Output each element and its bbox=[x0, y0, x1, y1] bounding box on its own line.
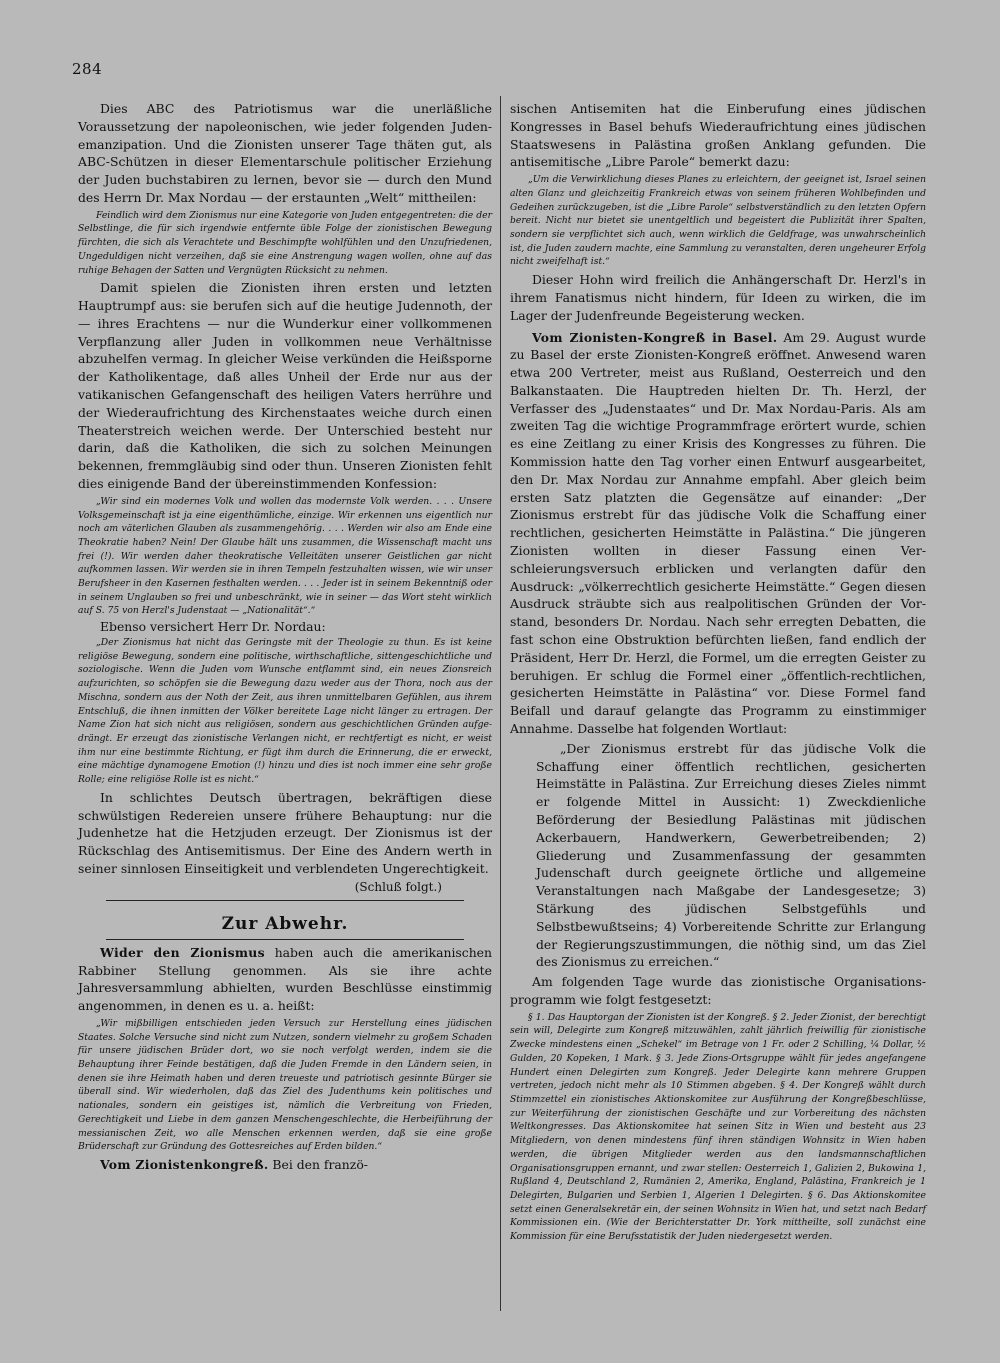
paragraph-amerikanische-rabbiner-text: haben auch die amerikanischen Rabbiner Stellung genommen. Als sie ihre achte Jahresversammlung abhielten, wurden Beschlüsse einstimmig angenommen, in denen es u. a. heißt: bbox=[78, 944, 492, 1014]
paragraph-vom-zionistenkongress bbox=[78, 1156, 492, 1174]
left-column bbox=[78, 100, 492, 1174]
quote-rabbiner-beschluss: „Wir mißbilligen entschieden jeden Versuch zur Herstellung eines jüdischen Staates. Solche Versuche sind nicht zum Nutzen, sondern vielmehr zu großem Schaden für unsere jüdischen Brüder dort, wo sie noch verfolgt werden, indem sie die Behauptung ihrer Feinde bestätigen, daß die Juden Fremde in den Ländern seien, in denen sie ihre Heimath haben und deren treueste und patriotisch gesinnte Bürger sie überall sind. Wir wiederholen, daß das Ziel des Judenthums kein politisches und nationales, sondern ein geistiges ist, nämlich die Verbreitung von Frieden, Gerechtigkeit und Liebe in dem ganzen Menschengeschlechte, die Herbeiführung der messianischen Zeit, wo alle Menschen erkennen werden, daß sie eine große Brüderschaft zur Gründung des Gottesreiches auf Erden bilden.“ bbox=[78, 1017, 492, 1153]
paragraph-dieser-hohn: Dieser Hohn wird freilich die Anhängerschaft Dr. Herzl's in ihrem Fanatismus nicht hindern, für Ideen zu wirken, die im Lager der Judenfreunde Begeisterung wecken. bbox=[510, 272, 926, 323]
paragraph-organisationsprogramm: Am folgenden Tage wurde das zionistische Organisationsprogramm wie folgt festgesetzt: bbox=[510, 974, 926, 1007]
paragraph-kongress-basel-text: Am 29. August wurde zu Basel der erste Zionisten-Kongreß eröffnet. Anwesend waren etwa 200 Vertreter, meist aus Rußland, Oesterreich und den Balkanstaaten. Die Hauptreden hielten Dr. Th. Herzl, der Verfasser des „Judenstaates“ und Dr. Max Nordau-Paris. Als am zweiten Tag die wichtige Programmfrage erörtert wurde, schien es eine Zeitlang zu einer Krisis des Kongresses zu führen. Die Kommission hatte den Tag vorher einen Entwurf ausgearbeitet, den Dr. Max Nordau zur Annahme empfahl. Aber gleich beim ersten Satz platzten die Gegensätze auf einander: „Der Zionismus erstrebt für das jüdische Volk die Schaffung einer rechtlichen, gesicherten Heimstätte in Palästina.“ Die jüngeren Zionisten wollten in dieser Fassung einen Verschleierungsversuch erblicken und verlangten dafür den Ausdruck: „völkerrechtlich gesicherte Heimstätte.“ Gegen diesen Ausdruck sträubte sich aus realpolitischen Gründen der Vorstand, besonders Dr. Nordau. Nach sehr erregten Debatten, die fast schon eine Obstruktion befürchten ließen, fand endlich der Präsident, Herr Dr. Herzl, die Formel, um die erregten Geister zu beruhigen. Er schlug die Formel einer „öffentlich-rechtlichen, gesicherten Heimstätte in Palästina“ vor. Diese Formel fand Beifall und darauf gelangte das Programm zu einstimmiger Annahme. Dasselbe hat folgenden Wortlaut: bbox=[510, 329, 926, 737]
quote-zionismus-theologie: „Der Zionismus hat nicht das Geringste mit der Theologie zu thun. Es ist keine religiöse Bewegung, sondern eine politische, wirthschaftliche, sittengeschichtliche und soziologische. Wenn die Juden vom Wunsche entflammt sind, ein neues Zionsreich aufzurichten, so schöpfen sie die Bewegung dazu weder aus der Thora, noch aus der Mischna, sondern aus der Noth der Zeit, aus ihren unmittelbaren Gefühlen, aus ihrem Entschluß, die ihnen inmitten der Völker bereitete Lage nicht länger zu ertragen. Der Name Zion hat sich nicht aus religiösen, sondern aus geschichtlichen Gründen aufgedrängt. Er erzeugt das zionistische Verlangen nicht, er rechtfertigt es nicht, er weist ihm nur eine bestimmte Richtung, er fügt ihm durch die Erinnerung, die er erweckt, eine mächtige dynamogene Emotion (!) hinzu und dies ist noch immer eine sehr große Rolle; eine religiöse Rolle ist es nicht.“ bbox=[78, 636, 492, 786]
section-divider-top bbox=[106, 900, 464, 901]
paragraph-amerikanische-rabbiner bbox=[78, 944, 492, 1015]
quote-modernes-volk: „Wir sind ein modernes Volk und wollen das modernste Volk werden. . . . Unsere Volksgemeinschaft ist ja eine eigenthümliche, einzige. Wir erkennen uns eigentlich nur noch am väterlichen Glauben als zusammengehörig. . . . Werden wir also am Ende eine Theokratie haben? Nein! Der Glaube hält uns zusammen, die Wissenschaft macht uns frei (!). Wir werden daher theokratische Velleitäten unserer Geistlichen gar nicht aufkommen lassen. Wir werden sie in ihren Tempeln festzuhalten wissen, wie wir unser Berufsheer in den Kasernen festhalten werden. . . . Jeder ist in seinem Bekenntniß oder in seinem Unglauben so frei und unbeschränkt, wie in seiner — das Wort steht wirklich auf S. 75 von Herzl's Judenstaat — „Nationalität“.“ bbox=[78, 495, 492, 617]
quote-nordau-feindlich: Feindlich wird dem Zionismus nur eine Kategorie von Juden entgegentreten: die der Selbstlinge, die für sich irgendwie entfernte üble Folge der zionistischen Bewegung fürchten, die sich als Verachtete und Beschimpfte wohlfühlen und den Unzufriedenen, Ungeduldigen nicht verzeihen, daß sie eine Anstrengung wagen wollen, ohne auf das ruhige Behagen der Satten und Vergnügten Rücksicht zu nehmen. bbox=[78, 209, 492, 276]
lead-kongress-basel: Vom Zionisten-Kongreß in Basel. bbox=[532, 329, 778, 345]
paragraph-schlichtes-deutsch: In schlichtes Deutsch übertragen, bekräftigen diese schwülstigen Redereien unsere frühere Behauptung: nur die Judenhetze hat die Hetzjuden erzeugt. Der Zionismus ist der Rückschlag des Antisemitismus. Der Eine des Andern werth in seiner sinnlosen Einseitigkeit und verblendeten Ungerechtigkeit. bbox=[78, 789, 492, 876]
paragraph-vom-zionistenkongress-text: Bei den franzö- bbox=[268, 1156, 368, 1172]
lead-wider-den-zionismus: Wider den Zionismus bbox=[100, 944, 265, 960]
paragraph-kongress-basel bbox=[510, 329, 926, 738]
paragraph-hauptrumpf: Damit spielen die Zionisten ihren ersten und letzten Hauptrumpf aus: sie berufen sich auf die heutige Judennoth, der — ihres Erachtens — nur die Wunderkur einer vollkommenen Verpflanzung aller Juden in vollkommen neue Verhältnisse abzuhelfen vermag. In gleicher Weise verkünden die Heißsporne der Katholikentage, daß alles Unheil der Erde nur aus der vatikanischen Gefangenschaft des heiligen Vaters herrühre und der Wiederaufrichtung des Kirchenstaates weiche durch einen Theaterstreich weichen werde. Der Unterschied besteht nur darin, daß die Katholiken, die sich zu solchen Meinungen bekennen, fremmgläubig sind oder thun. Unseren Zionisten fehlt dies einigende Band der übereinstimmenden Konfession: bbox=[78, 280, 492, 492]
page-number: 284 bbox=[72, 60, 103, 78]
quote-organisationsstatut: § 1. Das Hauptorgan der Zionisten ist der Kongreß. § 2. Jeder Zionist, der berechtigt sein will, Delegirte zum Kongreß mitzuwählen, zahlt jährlich freiwillig für zionistische Zwecke mindestens einen „Schekel“ im Betrage von 1 Fr. oder 2 Schilling, ¼ Dollar, ½ Gulden, 20 Kopeken, 1 Mark. § 3. Jede Zions-Ortsgruppe wählt für jedes angefangene Hundert einen Delegirten zum Kongreß. Jeder Delegirte kann mehrere Gruppen vertreten, jedoch nicht mehr als 10 Stimmen abgeben. § 4. Der Kongreß wählt durch Stimmzettel ein zionistisches Aktionskomitee zur Ausführung der Kongreßbeschlüsse, zur Weiterführung der zionistischen Geschäfte und zur Vorbereitung des nächsten Weltkongresses. Das Aktionskomitee hat seinen Sitz in Wien und besteht aus 23 Mitgliedern, von denen mindestens fünf ihren ständigen Wohnsitz in Wien haben werden, die übrigen Mitglieder werden aus den landsmannschaftlichen Organisationsgruppen ernannt, und zwar stellen: Oesterreich 1, Galizien 2, Bukowina 1, Rußland 4, Deutschland 2, Rumänien 2, Amerika, England, Palästina, Frankreich je 1 Delegirten, Bulgarien und Serbien 1, Algerien 1 Delegirten. § 6. Das Aktionskomitee setzt einen Generalsekretär ein, der seinen Wohnsitz in Wien hat, und setzt nach Bedarf Kommissionen ein. (Wie der Berichterstatter Dr. York mittheilte, soll zunächst eine Kommission für eine Berufsstatistik der Juden niedergesetzt werden. bbox=[510, 1011, 926, 1243]
to-be-continued-note: (Schluß folgt.) bbox=[354, 879, 442, 894]
lead-vom-zionistenkongress: Vom Zionistenkongreß. bbox=[100, 1156, 269, 1172]
quote-libre-parole: „Um die Verwirklichung dieses Planes zu erleichtern, der geeignet ist, Israel seinen alten Glanz und gleichzeitig Frankreich etwas von seinem früheren Wohlbefinden und Gedeihen zurückzugeben, ist die „Libre Parole“ selbstverständlich zu den letzten Opfern bereit. Nicht nur bietet sie unentgeltlich und begeistert die Publizität ihrer Spalten, sondern sie verpflichtet sich auch, wenn wirklich die Geldfrage, was unwahrscheinlich ist, die Juden zaudern machte, eine Sammlung zu veranstalten, deren ungeheurer Erfolg nicht zweifelhaft ist.“ bbox=[510, 174, 926, 268]
paragraph-abc-patriotismus: Dies ABC des Patriotismus war die unerläßliche Voraussetzung der napoleonischen, wie jeder folgenden Judenemanzipation. Und die Zionisten unserer Tage thäten gut, als ABC-Schützen in dieser Elementarschule politischer Erziehung der Juden buchstabiren zu lernen, bevor sie — durch den Mund des Herrn Dr. Max Nordau — der erstaunten „Welt“ mittheilen: bbox=[78, 101, 492, 205]
right-column bbox=[510, 100, 926, 1244]
column-divider bbox=[500, 96, 501, 1311]
quote-baseler-programm: „Der Zionismus erstrebt für das jüdische Volk die Schaffung einer öffentlich rechtlichen, gesicherten Heimstätte in Palästina. Zur Erreichung dieses Zieles nimmt er folgende Mittel in Aussicht: 1) Zweckdienliche Beförderung der Besiedlung Palästinas mit jüdischen Ackerbauern, Handwerkern, Gewerbetreibenden; 2) Gliederung und Zusammenfassung der gesammten Judenschaft durch geeignete örtliche und allgemeine Veranstaltungen nach Maßgabe der Landesgesetze; 3) Stärkung des jüdischen Selbstgefühls und Selbstbewußtseins; 4) Vorbereitende Schritte zur Erlangung der Regierungszustimmungen, die nöthig sind, um das Ziel des Zionismus zu erreichen.“ bbox=[536, 740, 926, 970]
paragraph-antisemiten-basel: sischen Antisemiten hat die Einberufung eines jüdischen Kongresses in Basel behufs Wiederaufrichtung eines jüdischen Staatswesens in Palästina großen Anklang gefunden. Die antisemitische „Libre Parole“ bemerkt dazu: bbox=[510, 101, 926, 170]
section-divider-bottom bbox=[106, 939, 464, 940]
section-title-zur-abwehr: Zur Abwehr. bbox=[221, 913, 349, 934]
paragraph-ebenso-nordau: Ebenso versichert Herr Dr. Nordau: bbox=[100, 619, 326, 635]
